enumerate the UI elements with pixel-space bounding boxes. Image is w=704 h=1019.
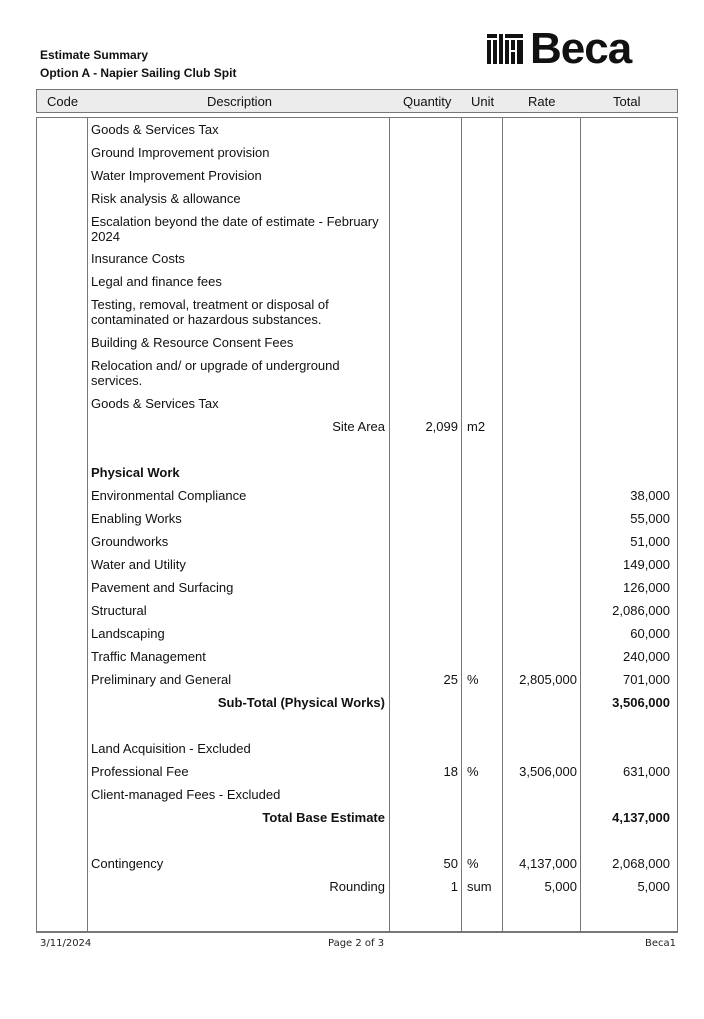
row-total: 2,068,000: [612, 856, 670, 871]
row-total: 2,086,000: [612, 603, 670, 618]
table-bottom-rule: [36, 931, 678, 933]
table-row: Pavement and Surfacing: [91, 580, 234, 595]
row-unit: %: [467, 856, 479, 871]
site-area-unit: m2: [467, 419, 486, 434]
site-area-label: Site Area: [332, 419, 385, 434]
table-row: Escalation beyond the date of estimate - February 2024: [91, 214, 379, 244]
col-quantity: Quantity: [403, 94, 452, 109]
table-row: Enabling Works: [91, 511, 182, 526]
row-quantity: 25: [443, 672, 458, 687]
table-row: Risk analysis & allowance: [91, 191, 241, 206]
table-row: Environmental Compliance: [91, 488, 247, 503]
col-unit: Unit: [471, 94, 495, 109]
base-estimate-value: 4,137,000: [612, 810, 670, 825]
col-total: Total: [613, 94, 641, 109]
col-description: Description: [207, 94, 273, 109]
row-total: 149,000: [623, 557, 670, 572]
row-total: 60,000: [630, 626, 670, 641]
table-row: Traffic Management: [91, 649, 206, 664]
row-quantity: 18: [443, 764, 458, 779]
table-row: Ground Improvement provision: [91, 145, 270, 160]
table-row: Building & Resource Consent Fees: [91, 335, 294, 350]
table-row: Groundworks: [91, 534, 169, 549]
table-row: Contingency: [91, 856, 164, 871]
beca-logo: [487, 24, 677, 73]
column-header: [36, 89, 678, 113]
row-rate: 2,805,000: [519, 672, 577, 687]
row-unit: %: [467, 764, 479, 779]
site-area-quantity: 2,099: [425, 419, 458, 434]
table-row: Legal and finance fees: [91, 274, 222, 289]
row-total: 631,000: [623, 764, 670, 779]
divider: [389, 117, 390, 932]
rounding-label: Rounding: [329, 879, 385, 894]
row-total: 38,000: [630, 488, 670, 503]
table-row: Preliminary and General: [91, 672, 232, 687]
row-rate: 4,137,000: [519, 856, 577, 871]
table-row: Professional Fee: [91, 764, 189, 779]
divider: [502, 117, 503, 932]
row-quantity: 50: [443, 856, 458, 871]
row-unit: sum: [467, 879, 492, 894]
table-row: Landscaping: [91, 626, 165, 641]
table-row: Goods & Services Tax: [91, 396, 219, 411]
table-row: Testing, removal, treatment or disposal of contaminated or hazardous substances.: [91, 297, 329, 327]
project-subtitle: Option A - Napier Sailing Club Spit: [40, 66, 237, 80]
row-quantity: 1: [450, 879, 458, 894]
col-rate: Rate: [528, 94, 556, 109]
row-rate: 3,506,000: [519, 764, 577, 779]
table-row: Goods & Services Tax: [91, 122, 219, 137]
beca-logo-icon: [487, 30, 527, 70]
row-total: 51,000: [630, 534, 670, 549]
beca-logo-text: Beca: [530, 24, 632, 73]
table-row: Structural: [91, 603, 147, 618]
footer-page-number: Page 2 of 3: [328, 938, 385, 949]
divider: [580, 117, 581, 932]
row-total: 240,000: [623, 649, 670, 664]
row-rate: 5,000: [544, 879, 577, 894]
table-row: Land Acquisition - Excluded: [91, 741, 251, 756]
table-row: Client-managed Fees - Excluded: [91, 787, 281, 802]
page-title: Estimate Summary: [40, 48, 149, 62]
table-row: Water Improvement Provision: [91, 168, 262, 183]
footer-date: 3/11/2024: [40, 938, 92, 949]
divider: [461, 117, 462, 932]
row-total: 126,000: [623, 580, 670, 595]
col-code: Code: [47, 94, 79, 109]
row-unit: %: [467, 672, 479, 687]
table-row: Relocation and/ or upgrade of underground services.: [91, 358, 340, 388]
row-total: 701,000: [623, 672, 670, 687]
row-total: 55,000: [630, 511, 670, 526]
table-row: Insurance Costs: [91, 251, 185, 266]
footer-company: Beca1: [645, 938, 677, 949]
section-heading: Physical Work: [91, 465, 180, 480]
subtotal-value: 3,506,000: [612, 695, 670, 710]
subtotal-label: Sub-Total (Physical Works): [217, 695, 385, 710]
table-row: Water and Utility: [91, 557, 186, 572]
base-estimate-label: Total Base Estimate: [262, 810, 385, 825]
row-total: 5,000: [637, 879, 670, 894]
